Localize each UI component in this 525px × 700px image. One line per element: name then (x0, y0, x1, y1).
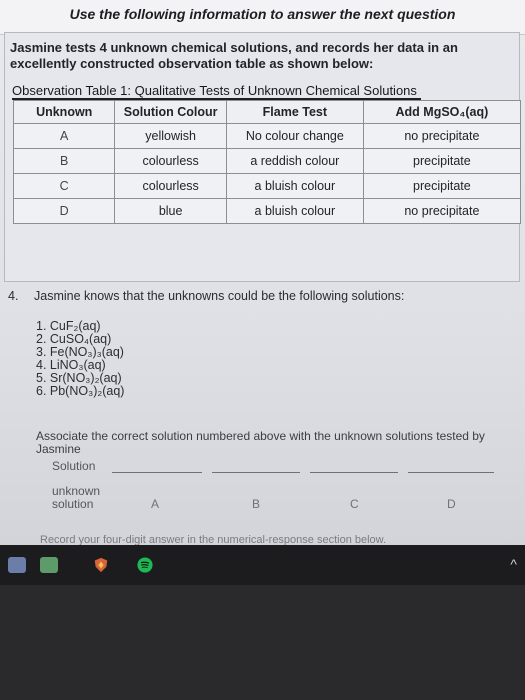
table-row (14, 124, 521, 149)
column-header: Unknown (14, 101, 115, 124)
table-header-row (14, 101, 521, 124)
table-cell: a bluish colour (226, 174, 363, 199)
photos-icon[interactable] (40, 557, 58, 573)
table-cell: precipitate (363, 149, 520, 174)
list-item: 3. Fe(NO₃)₃(aq) (36, 345, 124, 359)
table-row (14, 174, 521, 199)
table-cell: No colour change (226, 124, 363, 149)
unknown-letter-c: C (350, 497, 359, 511)
instruction-text: Associate the correct solution numbered above with the unknown solutions tested by Jasmine (36, 429, 485, 456)
table-cell: precipitate (363, 174, 520, 199)
cutoff-text: Record your four-digit answer in the numerical-response section below. (40, 534, 387, 545)
table-cell: B (14, 149, 115, 174)
spotify-icon[interactable] (136, 557, 154, 573)
table-cell: a bluish colour (226, 199, 363, 224)
table-row (14, 149, 521, 174)
answer-blank-b[interactable] (212, 472, 300, 473)
list-item: 5. Sr(NO₃)₂(aq) (36, 371, 122, 385)
table-caption: Observation Table 1: Qualitative Tests of Unknown Chemical Solutions (12, 83, 421, 100)
column-header: Solution Colour (115, 101, 227, 124)
solution-label: Solution (52, 459, 96, 473)
table-cell: D (14, 199, 115, 224)
table-cell: colourless (115, 149, 227, 174)
app-icon[interactable] (8, 557, 26, 573)
unknown-letter-b: B (252, 497, 261, 511)
list-item: 6. Pb(NO₃)₂(aq) (36, 384, 125, 398)
table-cell: A (14, 124, 115, 149)
chevron-up-icon[interactable]: ^ (510, 556, 517, 572)
list-item: 2. CuSO₄(aq) (36, 332, 112, 346)
answer-blank-a[interactable] (112, 472, 202, 473)
answer-blank-c[interactable] (310, 472, 398, 473)
unknown-letter-a: A (151, 497, 160, 511)
observation-table (13, 100, 521, 224)
table-cell: C (14, 174, 115, 199)
table-cell: no precipitate (363, 124, 520, 149)
intro-text: Jasmine tests 4 unknown chemical solutions, and records her data in an excellently constructed observation table as shown below: (10, 40, 458, 71)
table-cell: a reddish colour (226, 149, 363, 174)
table-cell: colourless (115, 174, 227, 199)
unknown-label: unknown (52, 484, 101, 498)
unknown-letter-d: D (447, 497, 456, 511)
column-header: Add MgSO₄(aq) (363, 101, 520, 124)
answer-blank-d[interactable] (408, 472, 494, 473)
page-header: Use the following information to answer the next question (69, 6, 456, 22)
list-item: 1. CuF₂(aq) (36, 319, 101, 333)
shield-icon[interactable] (92, 557, 110, 573)
table-cell: yellowish (115, 124, 227, 149)
unknown-label-line2: solution (52, 497, 94, 511)
question-text: Jasmine knows that the unknowns could be the following solutions: (34, 289, 405, 303)
list-item: 4. LiNO₃(aq) (36, 358, 106, 372)
solution-list (36, 320, 124, 398)
table-row (14, 199, 521, 224)
column-header: Flame Test (226, 101, 363, 124)
table-cell: blue (115, 199, 227, 224)
taskbar (0, 545, 525, 585)
table-cell: no precipitate (363, 199, 520, 224)
question-number: 4. (8, 289, 19, 303)
